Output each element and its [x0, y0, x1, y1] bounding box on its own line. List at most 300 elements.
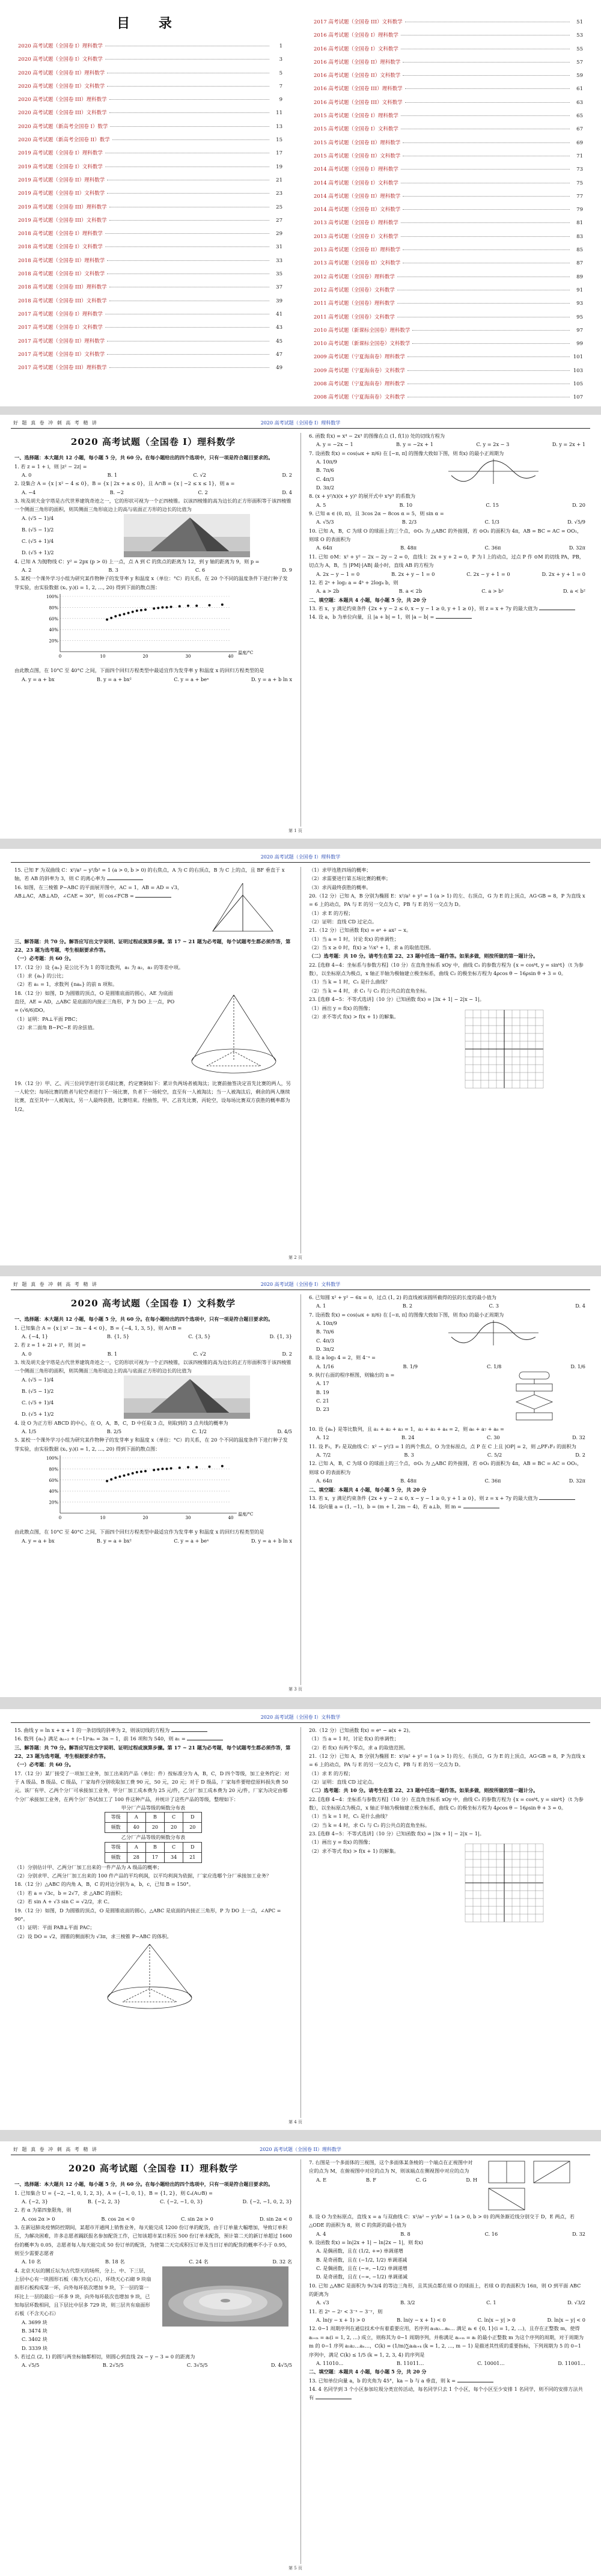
- running-head: 2020 高考试题（全国卷 I）理科数学: [260, 854, 341, 860]
- data-point: [209, 1466, 211, 1468]
- question: 9. 执行右面的程序框图，则输出的 n =: [309, 1372, 395, 1378]
- toc-entry-page: 83: [576, 233, 583, 240]
- sub-question: （2）若 f(x) 有两个零点，求 a 的取值范围。: [309, 1744, 409, 1751]
- data-point: [195, 1466, 198, 1469]
- toc-entry-page: 11: [276, 110, 282, 117]
- toc-entry[interactable]: [18, 176, 282, 189]
- toc-entry-title: 2019 高考试题（全国卷 II）文科数学: [18, 191, 105, 197]
- toc-entry[interactable]: [314, 18, 583, 31]
- left-column: [14, 2158, 292, 2370]
- exam-page-1: [0, 415, 601, 839]
- page-number: 第 5 页: [288, 2566, 302, 2571]
- exam-title: 2020 高考试题（全国卷 II）理科数学: [68, 2163, 239, 2174]
- left-column: [14, 1293, 292, 1545]
- question: 12. 0−1 周期序列在通信技术中有着重要应用，若序列 a₁a₂…aₙ… 满足 aᵢ ∈ {0, 1}(i = 1, 2, …)，且存在正整数 m，使得 aᵢ₊ₘ = aᵢ(i = 1, 2, …) 成立，则称其为 0−1 周期序列，并称满足 aᵢ₊ₘ = aᵢ 的最小正整数 m 为这个序列的周期，对于周期为 m 的 0−1 序列 a₁a₂…aₙ…，C(k) = (1/m)∑aᵢaᵢ₊ₖ (k = 1, 2, …, m − 1) 是描述其性质的重要指标，下列周期为 5 的 0−1 序列中，满足 C(k) ≤ 1/5 (k = 1, 2, 3, 4) 的序列是: [309, 2325, 584, 2358]
- question: 2. 若 α 为第四象限角，则: [14, 2207, 72, 2213]
- page-number: 第 1 页: [288, 828, 302, 833]
- option: B. 10: [399, 501, 413, 508]
- option: C. ln|x − y| > 0: [477, 2317, 516, 2324]
- toc-entry-title: 2016 高考试题（全国卷 II）文科数学: [314, 73, 401, 79]
- option: C. √2: [193, 471, 206, 478]
- option: D. 32π: [569, 1478, 585, 1484]
- x-tick-label: 20: [142, 1516, 148, 1521]
- data-point: [153, 607, 155, 610]
- y-tick-label: 100%: [46, 595, 58, 600]
- option: D. y = a + b ln x: [251, 1537, 292, 1544]
- option: A. 10π/9: [316, 1320, 337, 1327]
- option: C. 2: [198, 489, 208, 495]
- toc-entry-title: 2018 高考试题（全国卷 II）文科数学: [18, 271, 105, 278]
- toc-entry[interactable]: [18, 136, 282, 149]
- question: 7. 右图是一个多面体的三视图，这个多面体某条棱的一个端点在正视图中对应的点为 M，在俯视图中对应的点为 N，则该端点在侧视图中对应的点为: [309, 2159, 473, 2174]
- data-point: [178, 605, 181, 608]
- toc-entry[interactable]: [314, 58, 583, 72]
- option: A. √3: [316, 2299, 329, 2306]
- x-tick-label: 30: [185, 654, 191, 659]
- question: 20.（12 分）已知函数 f(x) = eˣ − a(x + 2)。: [309, 1727, 413, 1733]
- options: [309, 2359, 585, 2367]
- options: [309, 587, 585, 595]
- option: A. (√5 − 1)/4: [22, 1376, 54, 1383]
- toc-entry-page: 67: [576, 126, 583, 133]
- toc-entry-page: 19: [276, 164, 282, 170]
- toc-entry[interactable]: [314, 367, 583, 380]
- cosine-graph: [448, 457, 538, 485]
- option: D. 32 名: [272, 2259, 292, 2265]
- options: [14, 514, 112, 557]
- toc-entry[interactable]: [314, 152, 583, 165]
- data-point: [144, 608, 147, 611]
- x-tick-label: 40: [228, 654, 234, 659]
- toc-page: [0, 0, 601, 406]
- section-heading: （二）选考题：共 10 分。请考生在第 22、23 题中任选一题作答。如果多做，则按所做的第一题计分。: [309, 953, 538, 959]
- option: C. 1/3: [484, 519, 499, 525]
- options: [309, 440, 585, 448]
- option: A. √5/5: [22, 2362, 40, 2369]
- toc-entry[interactable]: [18, 337, 282, 350]
- option: A. 0: [22, 1350, 32, 1357]
- toc-entry[interactable]: [314, 393, 583, 406]
- left-column: [14, 1726, 292, 2015]
- question: 18.（12 分）△ABC 的内角 A，B，C 的对边分别为 a，b，c，已知 B = 150°。: [14, 1881, 194, 1888]
- question: 20.（12 分）已知 A，B 分别为椭圆 E：x²/a² + y² = 1 (a > 1) 的左、右顶点，G 为 E 的上顶点，AG·GB = 8，P 为直线 x = 6 上的动点，PA 与 E 的另一交点为 C，PB 与 E 的另一交点为 D。: [309, 893, 585, 908]
- toc-entry[interactable]: [314, 139, 583, 152]
- option: A. 1/5: [22, 1428, 37, 1434]
- running-head: 2020 高考试题（全国卷 I）理科数学: [260, 420, 341, 426]
- option: B. (√5 − 1)/2: [22, 526, 54, 533]
- toc-entry-title: 2016 高考试题（全国卷 I）理科数学: [314, 32, 398, 39]
- data-point: [106, 619, 108, 621]
- question: 5. 某校一个课外学习小组为研究某作物种子的发芽率 y 和温度 x（单位：°C）的关系，在 20 个不同的温度条件下进行种子发芽实验，由实验数据 (xᵢ, yᵢ)(i = 1, 2, …, 20) 得到下面的散点图：: [14, 575, 288, 590]
- option: A. 11010…: [316, 2360, 344, 2366]
- option: D. 1/6: [570, 1363, 585, 1369]
- data-point: [170, 1467, 172, 1470]
- option: A. √5/3: [316, 519, 334, 525]
- table-cell: 等级: [105, 1842, 127, 1852]
- question: 7. 设函数 f(x) = cos(ωx + π/6) 在 [−π, π] 的图像大致如下图，则 f(x) 的最小正周期为: [309, 1311, 504, 1318]
- toc-entry-page: 33: [276, 257, 282, 264]
- toc-entry-title: 2013 高考试题（全国卷 II）文科数学: [314, 260, 401, 267]
- toc-entry[interactable]: [314, 179, 583, 192]
- data-point: [221, 604, 224, 606]
- sub-question: （2）若 a₁ = 1，求数列 {naₙ} 的前 n 项和。: [14, 981, 118, 988]
- option: D. 32: [572, 2230, 585, 2237]
- sub-question: （2）求需要进行第五场比赛的概率；: [309, 875, 391, 882]
- toc-entry[interactable]: [314, 259, 583, 272]
- toc-entry[interactable]: [314, 112, 583, 125]
- option: C. 1: [486, 2299, 496, 2306]
- question: 17.（12 分）设 {aₙ} 是公比不为 1 的等比数列，a₁ 为 a₂，a₃ 的等差中项。: [14, 964, 184, 970]
- question: 4. 北京天坛的圜丘坛为古代祭天的场所，分上、中、下三层，上层中心有一块圆形石板（称为天心石），环绕天心石砌 9 块扇面形石板构成第一环，向外每环依次增加 9 块，下一层的第一环比上一层的最后一环多 9 块，向外每环依次也增加 9 块，已知每层环数相同，且下层比中层多 729 块，则三层共有扇面形石板（不含天心石）: [14, 2267, 151, 2317]
- toc-entry-page: 13: [276, 123, 282, 130]
- question: 3. 埃及胡夫金字塔是古代世界建筑奇迹之一，它的形状可视为一个正四棱锥。以该四棱锥的高为边长的正方形面积等于该四棱锥一个侧面三角形的面积，则其侧面三角形底边上的高与底面正方形的边长的比值为: [14, 497, 291, 513]
- option: B. 3: [108, 567, 118, 573]
- scatter-plot: [38, 592, 255, 664]
- options: [14, 675, 292, 684]
- y-tick-label: 20%: [49, 638, 58, 644]
- toc-entry-title: 2019 高考试题（全国卷 II）理科数学: [18, 177, 105, 183]
- y-tick-label: 40%: [49, 1489, 58, 1495]
- toc-entry-title: 2017 高考试题（全国卷 II）文科数学: [18, 351, 105, 358]
- option: A. 0: [22, 471, 32, 478]
- question: 1. 已知集合 A = {x | x² − 3x − 4 < 0}，B = {−4, 1, 3, 5}，则 A∩B =: [14, 1324, 182, 1331]
- toc-entry-page: 3: [279, 57, 282, 63]
- question: 15. 曲线 y = ln x + x + 1 的一条切线的斜率为 2，则该切线的方程为: [14, 1726, 292, 1734]
- toc-entry[interactable]: [18, 149, 282, 162]
- toc-entry-page: 61: [576, 86, 583, 93]
- toc-entry[interactable]: [314, 233, 583, 246]
- series-header: 好 题 真 卷 冲 刺 高 考 精 讲: [13, 2147, 98, 2152]
- x-tick-label: 10: [100, 654, 106, 659]
- question: 17.（12 分）某厂接受了一项加工业务，加工出来的产品（单位：件）按标准分为 A，B，C，D 四个等级，加工业务约定：对于 A 级品、B 级品、C 级品，厂家每件分别收取加工费 90 元，50 元，20 元；对于 D 级品，厂家每件要赔偿原料损失费 50 元。该厂有甲、乙两个分厂可承接加工业务，甲分厂加工成本费为 25 元/件，乙分厂加工成本费为 20 元/件，厂家为决定由哪个分厂承接加工业务，在两个分厂各试加工了 100 件这种产品，并统计了这些产品的等级，整理如下：: [14, 1770, 290, 1802]
- option: B. (√5 − 1)/2: [22, 1387, 54, 1394]
- question: 9. 设函数 f(x) = ln|2x + 1| − ln|2x − 1|，则 f(x): [309, 2239, 423, 2246]
- options: [309, 2230, 585, 2238]
- data-point: [136, 1471, 138, 1473]
- toc-entry[interactable]: [314, 273, 583, 286]
- toc-entry-title: 2015 高考试题（全国卷 II）理科数学: [314, 139, 401, 146]
- question: 13. 已知单位向量 a，b 的夹角为 45°，ka − b 与 a 垂直，则 k =: [309, 2376, 585, 2385]
- option: C. 6: [195, 567, 206, 573]
- toc-entry-page: 35: [276, 271, 282, 278]
- toc-entry-page: 39: [276, 298, 282, 304]
- option: B. ln(y − x + 1) < 0: [397, 2317, 446, 2324]
- toc-entry[interactable]: [18, 96, 282, 109]
- option: D. 9: [282, 567, 292, 573]
- exam-title: 2020 高考试题（全国卷 I）理科数学: [70, 436, 236, 447]
- question: 11. 设 F₁，F₂ 是双曲线 C：x² − y²/3 = 1 的两个焦点，O 为坐标原点，点 P 在 C 上且 |OP| = 2，则 △PF₁F₂ 的面积为: [309, 1443, 576, 1449]
- data-point: [166, 606, 168, 608]
- toc-entry-page: 93: [576, 301, 583, 307]
- option: C. 10001…: [477, 2360, 505, 2366]
- data-point: [132, 611, 134, 613]
- option: C. 36π: [484, 1478, 501, 1484]
- toc-entry[interactable]: [18, 203, 282, 216]
- pyramid-photo: [124, 514, 250, 557]
- x-axis-label: 温度/°C: [238, 650, 254, 656]
- x-tick-label: 20: [142, 654, 148, 659]
- cosine-graph: [448, 1319, 538, 1347]
- toc-entry[interactable]: [314, 165, 583, 179]
- question: 8. 设 O 为坐标原点，直线 x = a 与双曲线 C：x²/a² − y²/b² = 1 (a > 0, b > 0) 的两条渐近线分别交于 D，E 两点，若 △ODE 的面积为 8，则 C 的焦距的最小值为: [309, 2213, 575, 2229]
- toc-entry-page: 89: [576, 274, 583, 280]
- options: [14, 1332, 292, 1341]
- toc-entry[interactable]: [18, 216, 282, 230]
- data-point: [161, 606, 163, 608]
- toc-entry[interactable]: [314, 99, 583, 112]
- y-tick-label: 80%: [49, 605, 58, 611]
- right-column: [309, 1726, 585, 1928]
- options: [14, 1375, 112, 1419]
- option: C. 5/2: [487, 1452, 502, 1458]
- options: [14, 2197, 292, 2206]
- question: 6. 已知圆 x² + y² − 6x = 0，过点 (1, 2) 的直线被该圆所截得的弦的长度的最小值为: [309, 1294, 496, 1300]
- toc-entry[interactable]: [314, 45, 583, 58]
- toc-entry[interactable]: [314, 85, 583, 98]
- table-cell: B: [145, 1842, 164, 1852]
- toc-entry-title: 2011 高考试题（全国卷）理科数学: [314, 301, 395, 307]
- toc-entry[interactable]: [18, 163, 282, 176]
- option: B. 2: [402, 1303, 413, 1309]
- option: D. 23: [316, 1406, 329, 1413]
- toc-entry[interactable]: [314, 72, 583, 85]
- option: B. {−2, 2, 3}: [87, 2198, 121, 2204]
- data-point: [132, 1472, 134, 1475]
- left-column: [14, 866, 292, 1113]
- data-point: [170, 606, 172, 608]
- question: 11. 已知 ⊙M：x² + y² − 2x − 2y − 2 = 0，直线 l：2x + y + 2 = 0，P 为 l 上的动点，过点 P 作 ⊙M 的切线 PA，PB，切点为 A，B，当 |PM|·|AB| 最小时，直线 AB 的方程为: [309, 553, 584, 569]
- option: C. 15: [486, 501, 499, 508]
- toc-entry[interactable]: [18, 123, 282, 136]
- options: [309, 543, 585, 552]
- toc-entry[interactable]: [314, 340, 583, 353]
- option: C. 3√5/5: [186, 2362, 208, 2369]
- question: 8. 设 a log₃ 4 = 2，则 4⁻ᵃ =: [309, 1354, 376, 1361]
- toc-entry[interactable]: [18, 297, 282, 310]
- series-header: 好 题 真 卷 冲 刺 高 考 精 讲: [13, 1282, 98, 1287]
- toc-entry-title: 2020 高考试题（全国卷 III）文科数学: [18, 110, 107, 117]
- table-cell: 17: [145, 1852, 164, 1862]
- toc-entry-title: 2010 高考试题（新课标全国卷）理科数学: [314, 327, 410, 334]
- toc-entry[interactable]: [18, 69, 282, 82]
- toc-entry[interactable]: [18, 189, 282, 203]
- toc-entry[interactable]: [314, 206, 583, 219]
- question: 19.（12 分）如图，D 为圆锥的顶点，O 是圆锥底面的圆心，△ABC 是底面的内接正三角形，P 为 DO 上一点，∠APC = 90°。: [14, 1907, 281, 1922]
- data-point: [114, 1476, 117, 1479]
- data-point: [123, 613, 126, 615]
- toc-entry[interactable]: [314, 286, 583, 299]
- options: [309, 1362, 585, 1371]
- toc-entry[interactable]: [314, 246, 583, 259]
- toc-entry[interactable]: [18, 230, 282, 243]
- toc-entry[interactable]: [18, 82, 282, 96]
- question: 22. [选修 4−4：坐标系与参数方程]（10 分）在直角坐标系 xOy 中，曲线 C₁ 的参数方程为 {x = cosᵏt, y = sinᵏt}（t 为参数），以坐标原点为极点，x 轴正半轴为极轴建立极坐标系，曲线 C₂ 的极坐标方程为 4ρcos θ − 16ρsin θ + 3 = 0。: [309, 1796, 584, 1811]
- sub-question: （2）当 x ≥ 0 时，f(x) ≥ ½x³ + 1，求 a 的取值范围。: [309, 944, 435, 951]
- option: D. √3/2: [567, 2299, 585, 2306]
- question: 1. 已知集合 U = {−2, −1, 0, 1, 2, 3}，A = {−1, 0, 1}，B = {1, 2}，则 ∁ᵤ(A∪B) =: [14, 2189, 213, 2196]
- toc-entry-page: 37: [276, 284, 282, 291]
- option: B. y = a + bx²: [96, 1537, 132, 1544]
- data-point: [209, 604, 211, 607]
- sub-question: （2）求不等式 f(x) > f(x + 1) 的解集。: [309, 1013, 399, 1020]
- options: [309, 2298, 585, 2307]
- table-caption: 乙分厂产品等级的频数分布表: [121, 1834, 186, 1841]
- toc-entry[interactable]: [18, 323, 282, 337]
- toc-entry-title: 2016 高考试题（全国卷 I）文科数学: [314, 46, 398, 52]
- toc-entry-page: 105: [573, 381, 583, 388]
- right-column: [309, 866, 585, 1094]
- right-column: [309, 2158, 585, 2402]
- net-diagram: [207, 883, 279, 937]
- data-point: [127, 612, 130, 614]
- toc-entry[interactable]: [18, 55, 282, 69]
- toc-entry-title: 2013 高考试题（全国卷 I）理科数学: [314, 220, 398, 227]
- sub-question: （1）证明：PA⊥平面 PBC；: [14, 1015, 81, 1022]
- data-point: [157, 1468, 159, 1470]
- toc-entry-title: 2015 高考试题（全国卷 II）文科数学: [314, 153, 401, 159]
- x-tick-label: 0: [58, 1516, 62, 1521]
- toc-entry[interactable]: [18, 310, 282, 323]
- toc-entry[interactable]: [18, 364, 282, 377]
- toc-entry-page: 75: [576, 180, 583, 186]
- option: D. 32π: [569, 545, 585, 551]
- toc-entry-page: 51: [576, 19, 583, 25]
- toc-entry-page: 43: [276, 325, 282, 331]
- option: D. 4: [575, 1303, 585, 1309]
- option: D. 2: [575, 1452, 585, 1458]
- option: A. 12: [316, 1434, 329, 1441]
- options: [309, 2247, 585, 2281]
- toc-entry-title: 2018 高考试题（全国卷 III）理科数学: [18, 284, 107, 291]
- toc-entry-title: 2019 高考试题（全国卷 I）文科数学: [18, 164, 103, 170]
- sub-question: （1）当 k = 1 时，C₁ 是什么曲线？: [309, 1813, 390, 1820]
- option: D. (√5 + 1)/2: [22, 549, 54, 556]
- x-tick-label: 0: [58, 654, 62, 659]
- option: D. 32: [572, 1434, 585, 1441]
- sub-question: （2）求二面角 B−PC−E 的余弦值。: [14, 1024, 97, 1031]
- option: A. y = a + bx: [22, 676, 55, 682]
- option: A. 1: [316, 1303, 326, 1309]
- toc-entry-title: 2013 高考试题（全国卷 I）文科数学: [314, 233, 398, 240]
- question: 18.（12 分）如图，D 为圆锥的顶点，O 是圆锥底面的圆心，AE 为底面直径，AE = AD，△ABC 是底面的内接正三角形，P 为 DO 上一点，PO = (√6/6)DO。: [14, 990, 175, 1014]
- toc-entry-page: 31: [276, 244, 282, 251]
- flowchart: [495, 1371, 579, 1425]
- toc-entry-title: 2020 高考试题（新高考全国卷 I）数学: [18, 123, 108, 130]
- toc-entry[interactable]: [314, 326, 583, 340]
- option: C. 30: [487, 1434, 500, 1441]
- option: A. −4: [22, 489, 36, 495]
- toc-entry-title: 2009 高考试题（宁夏海南卷）文科数学: [314, 367, 405, 374]
- table-cell: C: [165, 1813, 183, 1823]
- toc-entry[interactable]: [18, 283, 282, 296]
- cone-diagram: [183, 989, 285, 1079]
- options: [14, 1350, 292, 1358]
- toc-entry-page: 5: [279, 70, 282, 76]
- toc-entry[interactable]: [314, 125, 583, 138]
- toc-entry-page: 77: [576, 193, 583, 200]
- sub-question: （2）当 k = 4 时，求 C₁ 与 C₂ 的公共点的直角坐标。: [309, 1822, 430, 1828]
- option: C. 是偶函数，且在 (−∞, −1/2) 单调递增: [316, 2265, 407, 2272]
- toc-entry-title: 2014 高考试题（全国卷 I）理科数学: [314, 167, 398, 173]
- toc-entry[interactable]: [314, 31, 583, 44]
- option: C. 21: [316, 1398, 329, 1404]
- sub-question: （1）当 a = 1 时，讨论 f(x) 的单调性；: [309, 935, 400, 942]
- y-tick-label: 20%: [49, 1500, 58, 1505]
- options: [309, 2176, 477, 2184]
- toc-entry[interactable]: [314, 380, 583, 393]
- option: C. 3: [489, 1303, 499, 1309]
- option: B. {1, 5}: [107, 1333, 130, 1339]
- option: A. (√5 − 1)/4: [22, 515, 54, 521]
- toc-entry[interactable]: [18, 243, 282, 256]
- toc-entry[interactable]: [18, 42, 282, 55]
- toc-entry-page: 107: [573, 394, 583, 401]
- sub-question: （1）求 E 的方程；: [309, 1770, 353, 1776]
- data-point: [106, 1480, 108, 1482]
- y-tick-label: 60%: [49, 1478, 58, 1483]
- data-point: [166, 1467, 168, 1470]
- option: C. y = 2x − 3: [476, 441, 510, 448]
- toc-entry-page: 41: [276, 311, 282, 317]
- option: B. 2/3: [401, 519, 417, 525]
- section-heading: 二、填空题：本题共 4 小题，每小题 5 分，共 20 分: [309, 2369, 427, 2375]
- data-point: [178, 1467, 181, 1469]
- freq-table-a: [105, 1812, 203, 1833]
- question: 6. 函数 f(x) = x⁴ − 2x³ 的图像在点 (1, f(1)) 处的切线方程为: [309, 433, 445, 439]
- toc-entry[interactable]: [314, 353, 583, 366]
- option: D. H: [466, 2176, 477, 2183]
- section-heading: （一）必考题：共 60 分。: [14, 1761, 74, 1768]
- toc-entry[interactable]: [314, 313, 583, 326]
- toc-entry[interactable]: [314, 299, 583, 313]
- toc-entry-title: 2018 高考试题（全国卷 III）文科数学: [18, 298, 107, 304]
- question: 10. 已知 △ABC 是面积为 9√3/4 的等边三角形，且其顶点都在球 O 的球面上，若球 O 的表面积为 16π，则 O 到平面 ABC 的距离为: [309, 2282, 581, 2298]
- coordinate-grid: [459, 1838, 549, 1928]
- toc-entry-page: 97: [576, 327, 583, 334]
- toc-entry[interactable]: [314, 219, 583, 232]
- sub-question: （2）当 k = 4 时，求 C₁ 与 C₂ 的公共点的直角坐标。: [309, 987, 430, 994]
- toc-entry-page: 49: [276, 365, 282, 372]
- option: A. 7/2: [316, 1452, 331, 1458]
- sub-question: （2）设 DO = √2，圆锥的侧面积为 √3π，求三棱锥 P−ABC 的体积。: [14, 1933, 172, 1939]
- options: [309, 1302, 585, 1310]
- toc-entry[interactable]: [18, 109, 282, 122]
- options: [14, 1537, 292, 1545]
- toc-entry-title: 2019 高考试题（全国卷 I）理科数学: [18, 150, 103, 157]
- toc-entry-title: 2020 高考试题（全国卷 II）文科数学: [18, 83, 105, 90]
- toc-entry-title: 2017 高考试题（全国卷 I）理科数学: [18, 311, 103, 317]
- sub-question: （1）当 a = 1 时，讨论 f(x) 的单调性；: [309, 1736, 400, 1742]
- y-tick-label: 80%: [49, 1467, 58, 1472]
- option: B. 3/2: [400, 2299, 415, 2306]
- toc-entry-title: 2018 高考试题（全国卷 I）理科数学: [18, 231, 103, 237]
- toc-entry[interactable]: [18, 257, 282, 270]
- toc-entry-page: 53: [576, 32, 583, 39]
- question: 13. 若 x，y 满足约束条件 {2x + y − 2 ≤ 0, x − y − 1 ≥ 0, y + 1 ≥ 0}，则 z = x + 7y 的最大值为: [309, 1494, 585, 1502]
- toc-entry-page: 99: [576, 341, 583, 347]
- toc-entry-title: 2014 高考试题（全国卷 II）文科数学: [314, 207, 401, 213]
- toc-entry[interactable]: [314, 192, 583, 206]
- toc-entry-page: 29: [276, 231, 282, 237]
- options: [309, 1379, 489, 1413]
- sub-question: （1）证明：平面 PAB⊥平面 PAC；: [14, 1924, 95, 1931]
- toc-entry[interactable]: [18, 270, 282, 283]
- sub-question: （1）画出 y = f(x) 的图像；: [309, 1005, 373, 1011]
- toc-entry-title: 2018 高考试题（全国卷 I）文科数学: [18, 244, 103, 251]
- toc-entry-page: 9: [279, 97, 282, 103]
- question: 2. 若 z = 1 + 2i + i³，则 |z| =: [14, 1342, 86, 1348]
- toc-entry[interactable]: [18, 350, 282, 364]
